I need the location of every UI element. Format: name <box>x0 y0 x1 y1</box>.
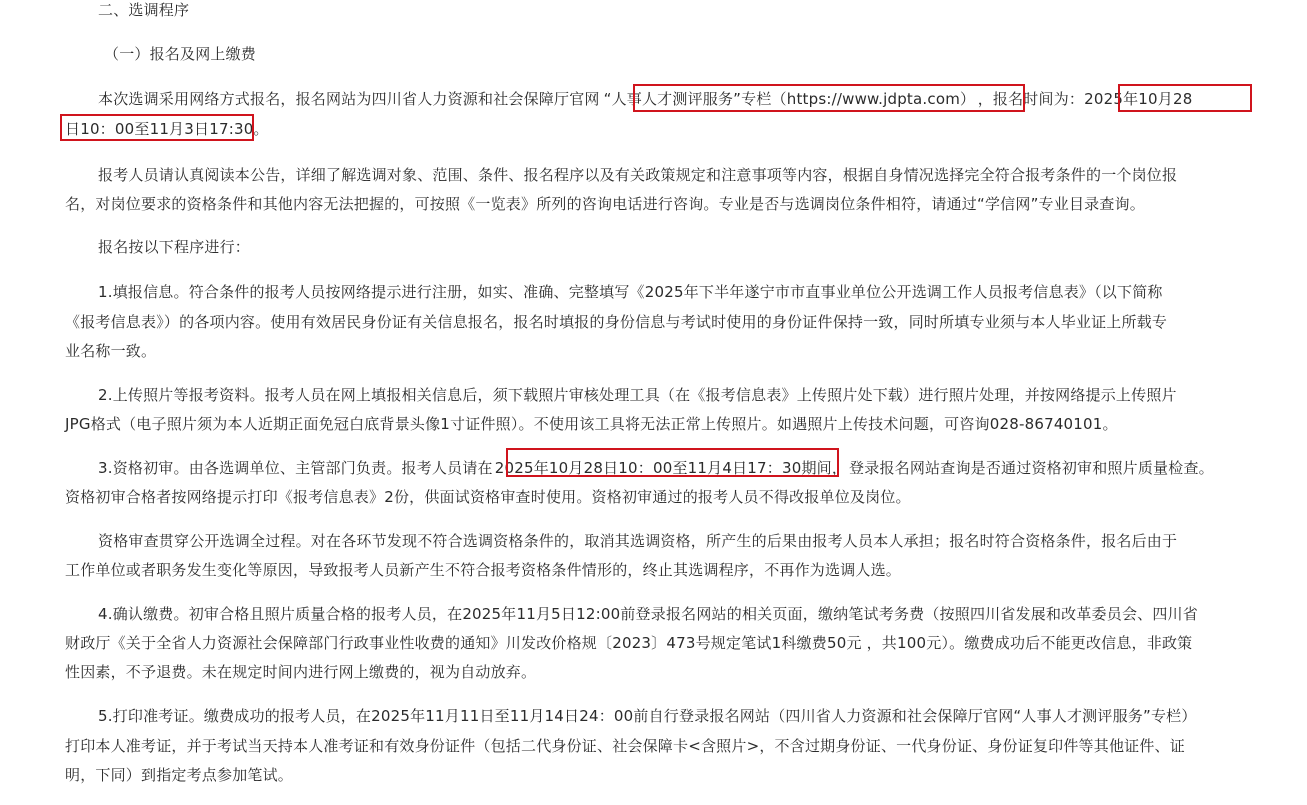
review-paragraph-line-1: 资格审查贯穿公开选调全过程。对在各环节发现不符合选调资格条件的，取消其选调资格，所产生的后果由报考人员本人承担；报名时符合资格条件，报名后由于 <box>98 532 1178 550</box>
step-4-line-1: 4.确认缴费。初审合格且照片质量合格的报考人员，在2025年11月5日12:00前登录报名网站的相关页面，缴纳笔试考务费（按照四川省发展和改革委员会、四川省 <box>98 605 1198 623</box>
subsection-title: （一）报名及网上缴费 <box>104 45 257 63</box>
registration-intro-text: 本次选调采用网络方式报名，报名网站为四川省人力资源和社会保障厅官网 <box>98 90 600 108</box>
step-5-line-3: 明，下同）到指定考点参加笔试。 <box>65 766 294 784</box>
step-5-line-2: 打印本人准考证，并于考试当天持本人准考证和有效身份证件（包括二代身份证、社会保障卡<含照片>，不含过期身份证、一代身份证、身份证复印件等其他证件、证 <box>65 737 1185 755</box>
step-3-intro-text: 3.资格初审。由各选调单位、主管部门负责。报考人员请在 <box>98 459 493 477</box>
notice-paragraph-line-2: 名，对岗位要求的资格条件和其他内容无法把握的，可按照《一览表》所列的咨询电话进行咨询。专业是否与选调岗位条件相符，请通过“学信网”专业目录查询。 <box>65 195 1145 213</box>
step-1-line-2: 《报考信息表》）的各项内容。使用有效居民身份证有关信息报名，报名时填报的身份信息与考试时使用的身份证件保持一致，同时所填专业须与本人毕业证上所载专 <box>65 313 1168 331</box>
registration-website-highlight: “人事人才测评服务”专栏（https://www.jdpta.com） <box>603 90 968 108</box>
step-3-line-2: 资格初审合格者按网络提示打印《报考信息表》2份，供面试资格审查时使用。资格初审通过的报考人员不得改报单位及岗位。 <box>65 488 911 506</box>
step-2-line-1: 2.上传照片等报考资料。报考人员在网上填报相关信息后，须下载照片审核处理工具（在《报考信息表》上传照片处下载）进行照片处理，并按网络提示上传照片 <box>98 386 1177 404</box>
registration-paragraph-line-2 <box>65 119 269 139</box>
registration-time-highlight-start: ：2025年10月28 <box>1068 90 1193 108</box>
step-4-line-2: 财政厅《关于全省人力资源社会保障部门行政事业性收费的通知》川发改价格规〔2023〕473号规定笔试1科缴费50元 ，共100元）。缴费成功后不能更改信息，非政策 <box>65 634 1193 652</box>
step-3-period-highlight: 2025年10月28日10：00至11月4日17：30期间， <box>494 459 848 477</box>
step-1-line-1: 1.填报信息。符合条件的报考人员按网络提示进行注册，如实、准确、完整填写《2025年下半年遂宁市市直事业单位公开选调工作人员报考信息表》（以下简称 <box>98 283 1163 301</box>
step-4-line-3: 性因素，不予退费。未在规定时间内进行网上缴费的，视为自动放弃。 <box>65 663 537 681</box>
step-3-line-1 <box>98 458 1214 478</box>
step-1-line-3: 业名称一致。 <box>65 342 157 360</box>
section-title: 二、选调程序 <box>98 1 190 19</box>
review-paragraph-line-2: 工作单位或者职务发生变化等原因，导致报考人员新产生不符合报考资格条件情形的，终止其选调程序，不再作为选调人选。 <box>65 561 902 579</box>
notice-paragraph-line-1: 报考人员请认真阅读本公告，详细了解选调对象、范围、条件、报名程序以及有关政策规定和注意事项等内容，根据自身情况选择完全符合报考条件的一个岗位报 <box>98 166 1178 184</box>
step-2-line-2: JPG格式（电子照片须为本人近期正面免冠白底背景头像1寸证件照）。不使用该工具将无法正常上传照片。如遇照片上传技术问题，可咨询028-86740101。 <box>65 415 1118 433</box>
registration-time-highlight-end: 日10：00至11月3日17:30。 <box>65 120 269 138</box>
procedure-intro: 报名按以下程序进行： <box>98 238 251 256</box>
step-5-line-1: 5.打印准考证。缴费成功的报考人员，在2025年11月11日至11月14日24：00前自行登录报名网站（四川省人力资源和社会保障厅官网“人事人才测评服务”专栏） <box>98 707 1197 725</box>
registration-time-label: ，报名时间为 <box>977 90 1069 108</box>
registration-paragraph-line-1 <box>98 89 1192 109</box>
step-3-rest-text: 登录报名网站查询是否通过资格初审和照片质量检查。 <box>849 459 1214 477</box>
